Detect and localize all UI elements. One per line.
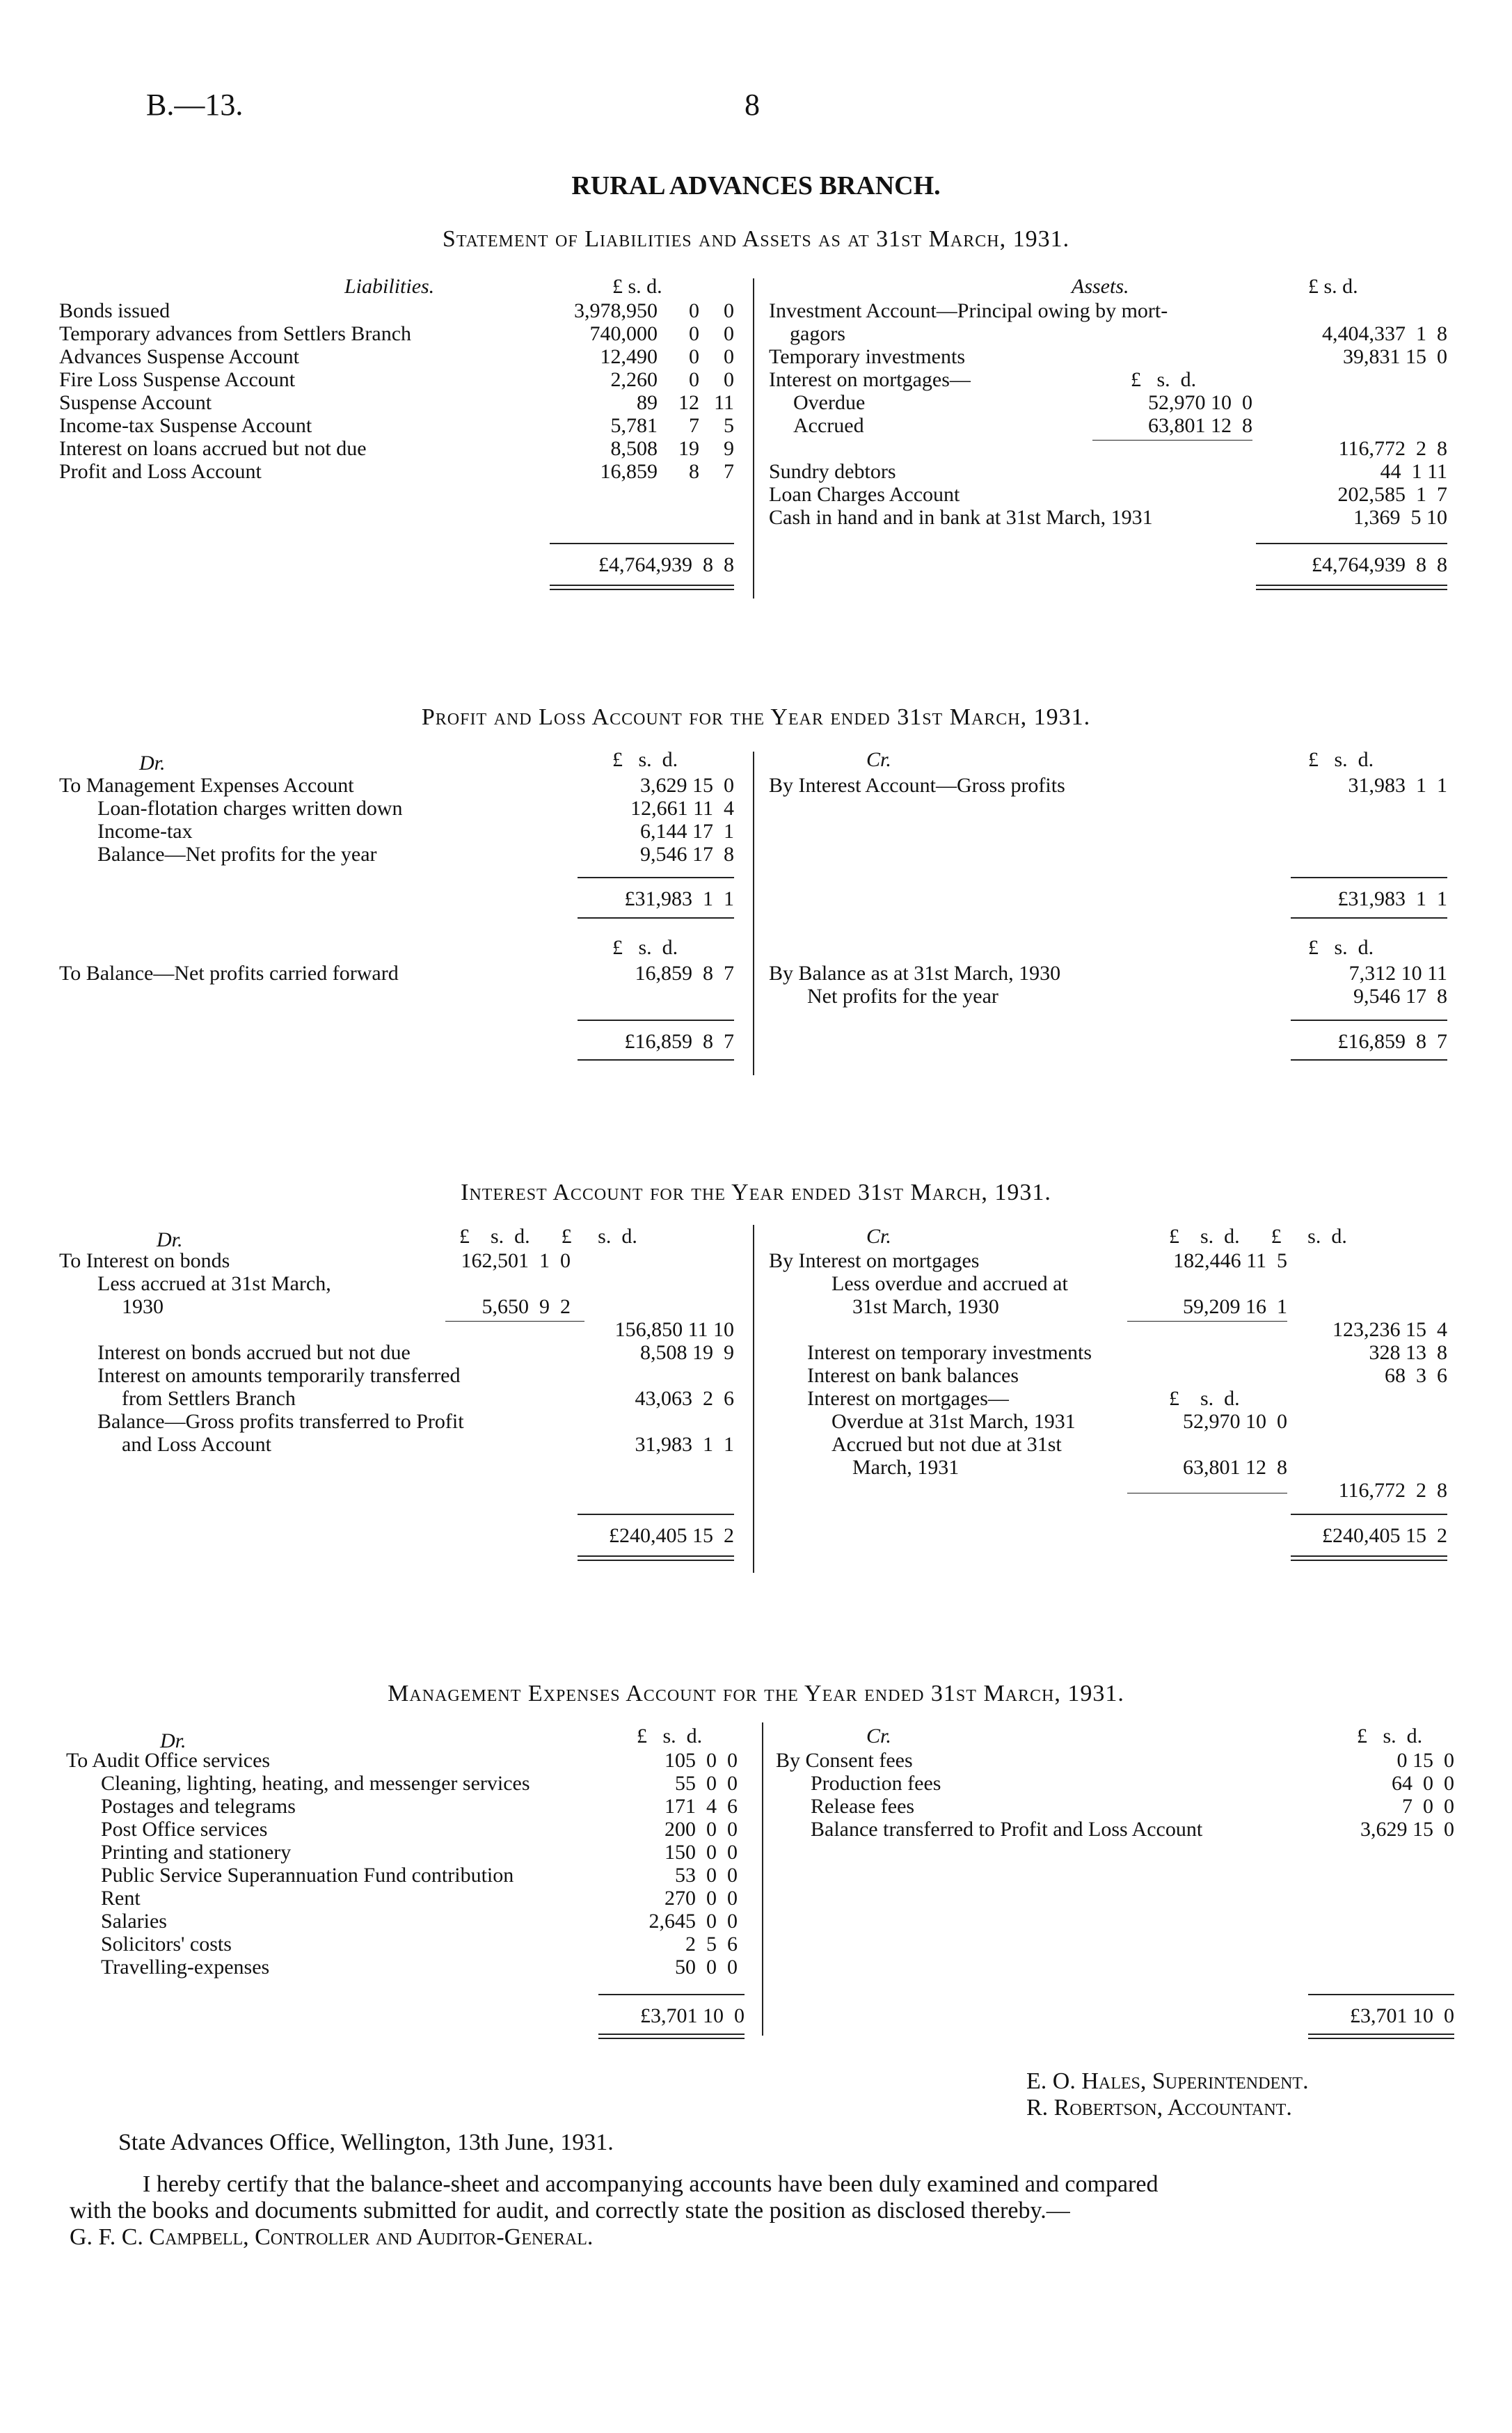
liability-row	[59, 368, 734, 391]
mgmt-debit-6-amount: 53 0 0	[675, 1864, 738, 1887]
liability-label: Advances Suspense Account	[59, 345, 299, 368]
mgmt-debit-10-amount: 50 0 0	[675, 1956, 738, 1979]
rule	[1092, 440, 1252, 441]
rule	[1256, 543, 1447, 544]
pl-columns-right: £ s. d.	[1308, 748, 1374, 771]
signature-accountant: R. Robertson, Accountant.	[1026, 2095, 1292, 2121]
pl-cr: Cr.	[866, 748, 891, 771]
asset-interest-columns: £ s. d.	[1131, 368, 1197, 391]
liability-shillings: 0	[689, 368, 699, 391]
asset-temporary-amount: 39,831 15 0	[1343, 345, 1447, 368]
rule	[1256, 585, 1447, 586]
int-l3-total: 156,850 11 10	[614, 1318, 734, 1341]
liability-shillings: 8	[689, 460, 699, 483]
int-l8: and Loss Account	[122, 1433, 271, 1456]
liability-row	[59, 414, 734, 437]
pl-columns-left-2: £ s. d.	[612, 936, 678, 959]
pl-columns-right-2: £ s. d.	[1308, 936, 1374, 959]
liability-label: Suspense Account	[59, 391, 212, 414]
pl-total-1-right: £31,983 1 1	[1337, 887, 1447, 910]
liability-row	[59, 437, 734, 460]
interest-total-right: £240,405 15 2	[1322, 1524, 1447, 1547]
asset-accrued: Accrued	[793, 414, 864, 437]
pl-dr: Dr.	[139, 752, 166, 775]
mgmt-total-right: £3,701 10 0	[1350, 2004, 1454, 2027]
liability-pence: 0	[724, 299, 734, 322]
rule	[1291, 1059, 1447, 1061]
certificate-line-1: I hereby certify that the balance-sheet and accompanying accounts have been duly examined and compared	[143, 2171, 1159, 2197]
asset-interest-total: 116,772 2 8	[1338, 437, 1447, 460]
mgmt-credit-2-amount: 64 0 0	[1392, 1772, 1454, 1795]
liability-pence: 7	[724, 460, 734, 483]
pl-total-2-left: £16,859 8 7	[624, 1030, 734, 1053]
pl-credit-balance-amount: 7,312 10 11	[1348, 962, 1447, 985]
liability-shillings: 0	[689, 299, 699, 322]
rule	[550, 543, 734, 544]
rule	[578, 1059, 734, 1061]
pl-debit-3: Income-tax	[97, 820, 193, 843]
rule	[1291, 1555, 1447, 1557]
liability-row	[59, 299, 734, 322]
mgmt-debit-8-amount: 2,645 0 0	[648, 1910, 738, 1933]
pl-divider	[753, 752, 754, 1075]
liability-pence: 0	[724, 345, 734, 368]
int-r5: Interest on bank balances	[807, 1364, 1019, 1387]
liability-amount: 12,490	[600, 345, 658, 368]
mgmt-debit-8: Salaries	[101, 1910, 167, 1933]
assets-heading: Assets.	[1072, 275, 1129, 298]
mgmt-debit-5-amount: 150 0 0	[665, 1841, 738, 1864]
liability-amount: 16,859	[600, 460, 658, 483]
pl-credit-net: Net profits for the year	[807, 985, 998, 1008]
liability-row	[59, 322, 734, 345]
rule	[578, 917, 734, 919]
pl-debit-4: Balance—Net profits for the year	[97, 843, 377, 866]
mgmt-credit-1: By Consent fees	[776, 1749, 913, 1772]
int-r7: Overdue at 31st March, 1931	[831, 1410, 1076, 1433]
mgmt-debit-5: Printing and stationery	[101, 1841, 292, 1864]
mgmt-credit-2: Production fees	[811, 1772, 941, 1795]
branch-title: RURAL ADVANCES BRANCH.	[571, 171, 941, 200]
rule	[550, 585, 734, 586]
liability-shillings: 7	[689, 414, 699, 437]
int-l1: To Interest on bonds	[59, 1249, 230, 1272]
int-l3-amount: 5,650 9 2	[482, 1295, 571, 1318]
liability-row	[59, 460, 734, 483]
rule	[1291, 877, 1447, 878]
liability-pence: 5	[724, 414, 734, 437]
pl-credit-net-amount: 9,546 17 8	[1353, 985, 1447, 1008]
interest-dr: Dr.	[157, 1228, 183, 1251]
asset-investment-cont: gagors	[790, 322, 845, 345]
page-number: 8	[745, 88, 760, 122]
asset-loan-charges-amount: 202,585 1 7	[1337, 483, 1447, 506]
int-l5: Interest on amounts temporarily transferred	[97, 1364, 461, 1387]
rule	[1308, 1994, 1454, 1995]
asset-cash: Cash in hand and in bank at 31st March, 1931	[769, 506, 1153, 529]
asset-sundry-debtors: Sundry debtors	[769, 460, 896, 483]
liabilities-heading: Liabilities.	[344, 275, 435, 298]
liability-row	[59, 391, 734, 414]
pl-debit-carried: To Balance—Net profits carried forward	[59, 962, 399, 985]
mgmt-debit-1: To Audit Office services	[66, 1749, 271, 1772]
asset-cash-amount: 1,369 5 10	[1353, 506, 1447, 529]
int-r3-amount: 59,209 16 1	[1183, 1295, 1287, 1318]
pl-total-2-right: £16,859 8 7	[1337, 1030, 1447, 1053]
rule	[578, 1020, 734, 1021]
mgmt-total-left: £3,701 10 0	[640, 2004, 745, 2027]
rule	[1291, 1020, 1447, 1021]
int-l4-amount: 8,508 19 9	[640, 1341, 734, 1364]
int-l1-amount: 162,501 1 0	[461, 1249, 571, 1272]
interest-total-left: £240,405 15 2	[609, 1524, 734, 1547]
mgmt-debit-4-amount: 200 0 0	[665, 1818, 738, 1841]
mgmt-debit-1-amount: 105 0 0	[665, 1749, 738, 1772]
rule	[598, 1994, 745, 1995]
pl-title: Profit and Loss Account for the Year ended 31st March, 1931.	[421, 704, 1091, 730]
rule	[1291, 1514, 1447, 1515]
assets-total: £4,764,939 8 8	[1312, 553, 1447, 576]
interest-divider	[753, 1225, 754, 1573]
rule	[578, 877, 734, 878]
asset-accrued-amount: 63,801 12 8	[1148, 414, 1252, 437]
mgmt-credit-4-amount: 3,629 15 0	[1360, 1818, 1454, 1841]
pl-debit-1: To Management Expenses Account	[59, 774, 354, 797]
int-r4: Interest on temporary investments	[807, 1341, 1092, 1364]
int-r2: Less overdue and accrued at	[831, 1272, 1068, 1295]
pl-debit-2: Loan-flotation charges written down	[97, 797, 403, 820]
liability-label: Temporary advances from Settlers Branch	[59, 322, 412, 345]
report-reference: B.—13.	[146, 88, 244, 122]
pl-credit-1: By Interest Account—Gross profits	[769, 774, 1065, 797]
liability-shillings: 12	[678, 391, 699, 414]
liability-pence: 0	[724, 368, 734, 391]
mgmt-debit-10: Travelling-expenses	[101, 1956, 270, 1979]
mgmt-title: Management Expenses Account for the Year ended 31st March, 1931.	[388, 1681, 1124, 1706]
mgmt-debit-3: Postages and telegrams	[101, 1795, 296, 1818]
liability-shillings: 0	[689, 345, 699, 368]
int-l6: from Settlers Branch	[122, 1387, 296, 1410]
mgmt-credit-1-amount: 0 15 0	[1396, 1749, 1454, 1772]
int-r9: March, 1931	[852, 1456, 960, 1479]
certificate-line-2: with the books and documents submitted for audit, and correctly state the position as disclosed thereby.—	[70, 2198, 1070, 2224]
mgmt-debit-4: Post Office services	[101, 1818, 268, 1841]
rule	[550, 589, 734, 590]
pl-credit-balance: By Balance as at 31st March, 1930	[769, 962, 1061, 985]
rule	[1308, 2038, 1454, 2039]
balance-sheet-title: Statement of Liabilities and Assets as at 31st March, 1931.	[442, 226, 1070, 252]
pl-debit-1-amount: 3,629 15 0	[640, 774, 734, 797]
liability-label: Fire Loss Suspense Account	[59, 368, 296, 391]
rule	[1256, 589, 1447, 590]
mgmt-debit-9: Solicitors' costs	[101, 1933, 232, 1956]
rule	[598, 2034, 745, 2035]
liability-amount: 8,508	[610, 437, 658, 460]
pl-columns-left: £ s. d.	[612, 748, 678, 771]
mgmt-debit-2: Cleaning, lighting, heating, and messenger services	[101, 1772, 530, 1795]
interest-columns-right: £ s. d. £ s. d.	[1169, 1225, 1347, 1248]
rule	[1291, 917, 1447, 919]
liability-amount: 740,000	[589, 322, 658, 345]
liability-pence: 0	[724, 322, 734, 345]
mgmt-cr: Cr.	[866, 1725, 891, 1748]
liability-amount: 5,781	[610, 414, 658, 437]
interest-columns-left: £ s. d. £ s. d.	[459, 1225, 637, 1248]
int-r1: By Interest on mortgages	[769, 1249, 980, 1272]
mgmt-debit-3-amount: 171 4 6	[665, 1795, 738, 1818]
liability-amount: 2,260	[610, 368, 658, 391]
liability-label: Interest on loans accrued but not due	[59, 437, 367, 460]
liability-row	[59, 345, 734, 368]
int-l4: Interest on bonds accrued but not due	[97, 1341, 411, 1364]
liability-shillings: 19	[678, 437, 699, 460]
mgmt-debit-6: Public Service Superannuation Fund contribution	[101, 1864, 514, 1887]
pl-debit-4-amount: 9,546 17 8	[640, 843, 734, 866]
pl-debit-2-amount: 12,661 11 4	[630, 797, 734, 820]
signature-superintendent: E. O. Hales, Superintendent.	[1026, 2068, 1309, 2094]
rule	[578, 1514, 734, 1515]
int-l6-amount: 43,063 2 6	[635, 1387, 734, 1410]
asset-investment: Investment Account—Principal owing by mort-	[769, 299, 1168, 322]
mgmt-debit-7-amount: 270 0 0	[665, 1887, 738, 1910]
assets-columns: £ s. d.	[1308, 275, 1358, 298]
rule	[578, 1560, 734, 1561]
balance-divider	[753, 278, 754, 599]
asset-sundry-amount: 44 1 11	[1380, 460, 1447, 483]
int-l2: Less accrued at 31st March,	[97, 1272, 331, 1295]
liability-label: Bonds issued	[59, 299, 170, 322]
asset-temporary-investments: Temporary investments	[769, 345, 965, 368]
mgmt-credit-3: Release fees	[811, 1795, 915, 1818]
liabilities-total: £4,764,939 8 8	[598, 553, 734, 576]
rule	[1291, 1560, 1447, 1561]
asset-loan-charges: Loan Charges Account	[769, 483, 960, 506]
auditor-signature: G. F. C. Campbell, Controller and Auditor-General.	[70, 2224, 594, 2250]
pl-total-1-left: £31,983 1 1	[624, 887, 734, 910]
int-r1-amount: 182,446 11 5	[1173, 1249, 1287, 1272]
mgmt-debit-9-amount: 2 5 6	[685, 1933, 738, 1956]
mgmt-dr: Dr.	[160, 1729, 186, 1752]
liability-shillings: 0	[689, 322, 699, 345]
int-l7: Balance—Gross profits transferred to Profit	[97, 1410, 464, 1433]
asset-investment-amount: 4,404,337 1 8	[1322, 322, 1447, 345]
int-r7-amount: 52,970 10 0	[1183, 1410, 1287, 1433]
liability-amount: 3,978,950	[574, 299, 658, 322]
int-r6-columns: £ s. d.	[1169, 1387, 1240, 1410]
mgmt-divider	[762, 1722, 763, 2036]
int-r3: 31st March, 1930	[852, 1295, 999, 1318]
int-r9-amount: 63,801 12 8	[1183, 1456, 1287, 1479]
int-r3-total: 123,236 15 4	[1332, 1318, 1447, 1341]
liability-amount: 89	[637, 391, 658, 414]
mgmt-debit-7: Rent	[101, 1887, 141, 1910]
pl-credit-1-amount: 31,983 1 1	[1348, 774, 1447, 797]
liability-pence: 9	[724, 437, 734, 460]
int-l8-amount: 31,983 1 1	[635, 1433, 734, 1456]
rule	[578, 1555, 734, 1557]
interest-cr: Cr.	[866, 1225, 891, 1248]
int-r8: Accrued but not due at 31st	[831, 1433, 1062, 1456]
mgmt-debit-2-amount: 55 0 0	[675, 1772, 738, 1795]
office-date: State Advances Office, Wellington, 13th June, 1931.	[118, 2130, 614, 2155]
liabilities-list	[59, 299, 734, 483]
int-r6: Interest on mortgages—	[807, 1387, 1009, 1410]
interest-title: Interest Account for the Year ended 31st March, 1931.	[461, 1180, 1051, 1205]
pl-debit-3-amount: 6,144 17 1	[640, 820, 734, 843]
int-r9-total: 116,772 2 8	[1338, 1479, 1447, 1502]
asset-overdue: Overdue	[793, 391, 866, 414]
mgmt-credit-3-amount: 7 0 0	[1402, 1795, 1454, 1818]
int-l3: 1930	[122, 1295, 164, 1318]
liabilities-columns: £ s. d.	[612, 275, 662, 298]
liability-label: Profit and Loss Account	[59, 460, 262, 483]
int-r4-amount: 328 13 8	[1369, 1341, 1447, 1364]
liability-label: Income-tax Suspense Account	[59, 414, 312, 437]
mgmt-columns-right: £ s. d.	[1357, 1725, 1423, 1748]
mgmt-credit-4: Balance transferred to Profit and Loss Account	[811, 1818, 1203, 1841]
pl-debit-carried-amount: 16,859 8 7	[635, 962, 734, 985]
mgmt-columns-left: £ s. d.	[637, 1725, 703, 1748]
rule	[1308, 2034, 1454, 2035]
liability-pence: 11	[714, 391, 734, 414]
asset-overdue-amount: 52,970 10 0	[1148, 391, 1252, 414]
rule	[598, 2038, 745, 2039]
asset-interest-heading: Interest on mortgages—	[769, 368, 971, 391]
int-r5-amount: 68 3 6	[1385, 1364, 1447, 1387]
